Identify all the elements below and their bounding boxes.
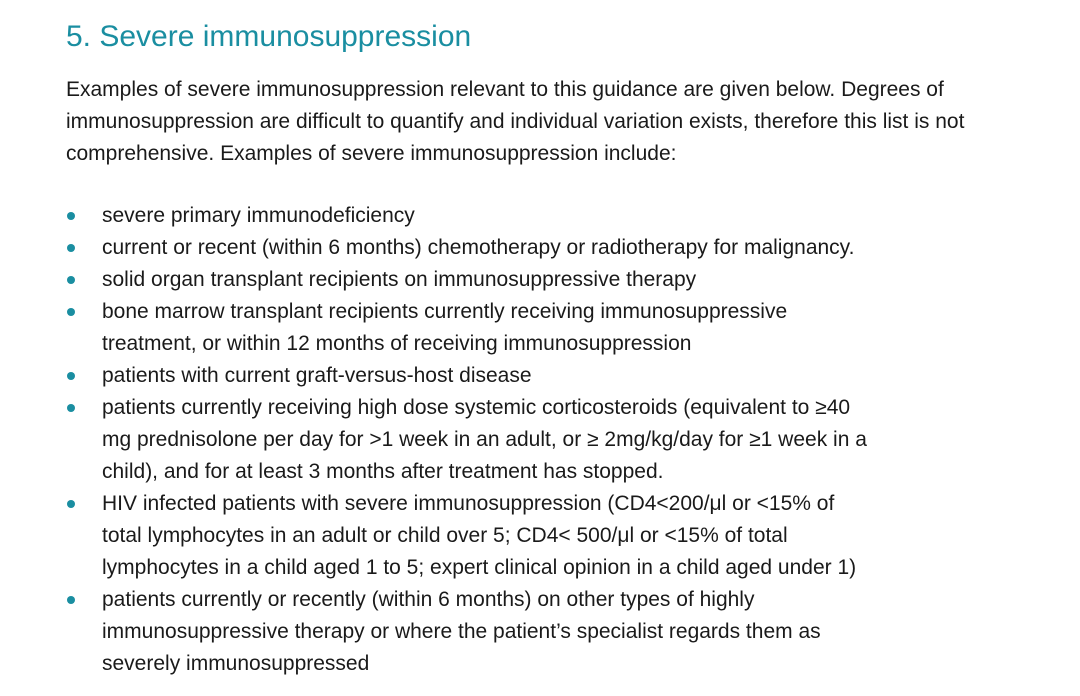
list-item [66, 360, 1066, 392]
list-item-line: severe primary immunodeficiency [102, 204, 415, 227]
bullet-icon [67, 500, 75, 508]
list-item-line: patients currently or recently (within 6 months) on other types of highly [102, 588, 755, 611]
list-item [66, 232, 1066, 264]
list-item [66, 200, 1066, 232]
list-item-line: current or recent (within 6 months) chemotherapy or radiotherapy for malignancy. [102, 236, 855, 259]
bullet-icon [67, 212, 75, 220]
list-item-line: patients currently receiving high dose systemic corticosteroids (equivalent to ≥40 [102, 396, 851, 419]
list-item-line: mg prednisolone per day for >1 week in an adult, or ≥ 2mg/kg/day for ≥1 week in a [102, 428, 867, 451]
list-item [66, 488, 1066, 584]
list-item-line: bone marrow transplant recipients currently receiving immunosuppressive [102, 300, 788, 323]
section-heading: 5. Severe immunosuppression [66, 20, 472, 53]
list-item-line: lymphocytes in a child aged 1 to 5; expert clinical opinion in a child aged under 1) [102, 556, 857, 579]
bullet-icon [67, 372, 75, 380]
list-item-line: HIV infected patients with severe immunosuppression (CD4<200/μl or <15% of [102, 492, 835, 515]
list-item-line: patients with current graft-versus-host disease [102, 364, 532, 387]
document-page [66, 18, 1066, 680]
list-item [66, 584, 1066, 680]
list-item-line: child), and for at least 3 months after treatment has stopped. [102, 460, 664, 483]
list-item [66, 392, 1066, 488]
bullet-icon [67, 596, 75, 604]
list-item-line: severely immunosuppressed [102, 652, 370, 675]
bullet-icon [67, 276, 75, 284]
list-item-line: total lymphocytes in an adult or child over 5; CD4< 500/μl or <15% of total [102, 524, 788, 547]
bullet-icon [67, 244, 75, 252]
list-item-line: immunosuppressive therapy or where the patient’s specialist regards them as [102, 620, 821, 643]
list-item-line: solid organ transplant recipients on immunosuppressive therapy [102, 268, 697, 291]
list-item [66, 296, 1066, 360]
list-item-line: treatment, or within 12 months of receiving immunosuppression [102, 332, 692, 355]
bullet-icon [67, 308, 75, 316]
immunosuppression-examples-list [66, 200, 1066, 680]
bullet-icon [67, 404, 75, 412]
list-item [66, 264, 1066, 296]
intro-paragraph: Examples of severe immunosuppression relevant to this guidance are given below. Degrees of immunosuppression are difficult to quantify and individual variation exists, therefore this list is not comprehensive. Examples of severe immunosuppression include: [66, 78, 965, 165]
